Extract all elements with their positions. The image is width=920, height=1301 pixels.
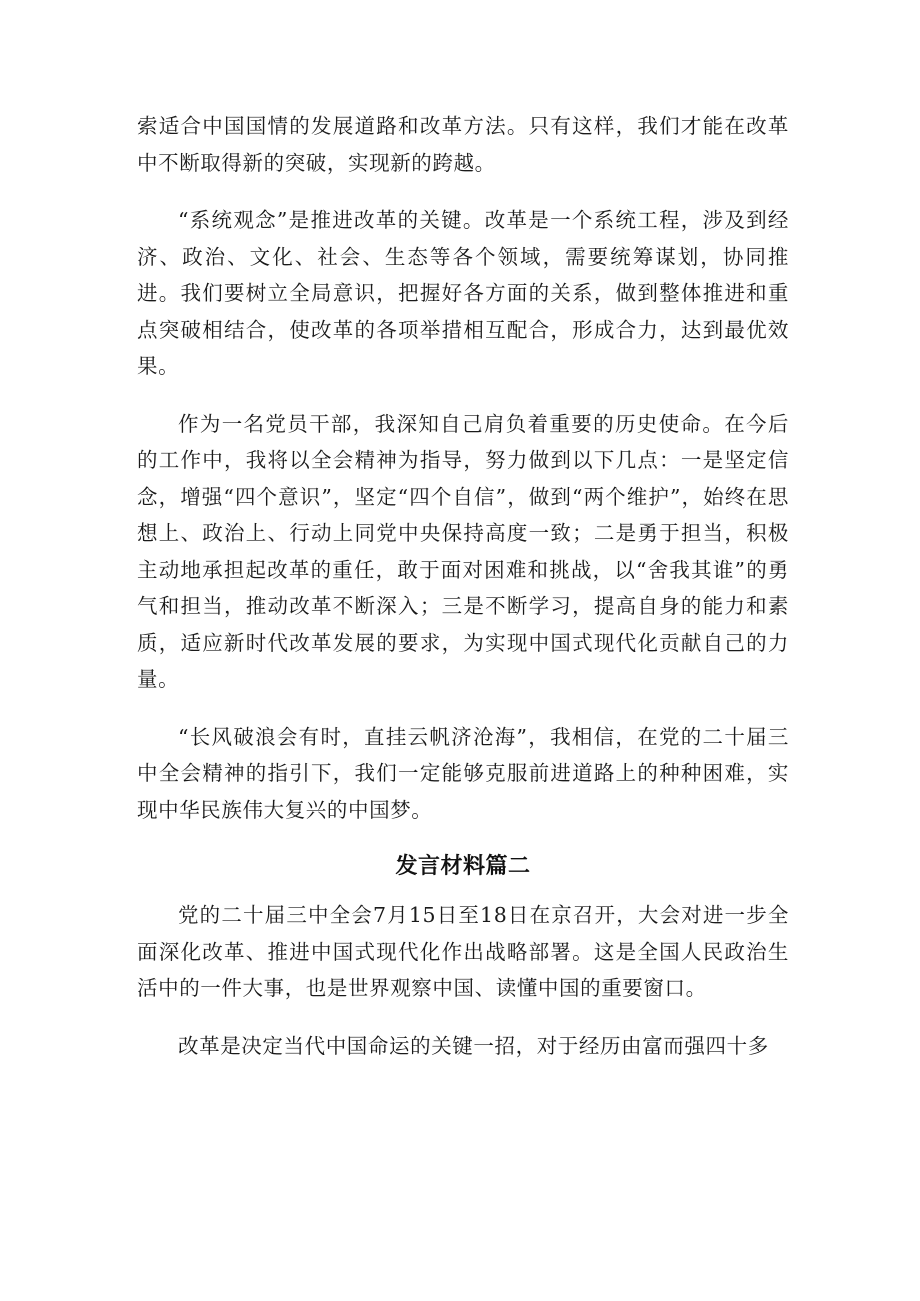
paragraph: “长风破浪会有时，直挂云帆济沧海”，我相信，在党的二十届三中全会精神的指引下，我们一定能够克服前进道路上的种种困难，实现中华民族伟大复兴的中国梦。 [137,724,789,822]
paragraph: 党的二十届三中全会7月15日至18日在京召开，大会对进一步全面深化改革、推进中国式现代化作出战略部署。这是全国人民政治生活中的一件大事，也是世界观察中国、读懂中国的重要窗口。 [137,903,789,1000]
section-heading: 发言材料篇二 [395,854,531,879]
paragraph: 改革是决定当代中国命运的关键一招，对于经历由富而强四十多 [178,1033,769,1058]
paragraph: “系统观念”是推进改革的关键。改革是一个系统工程，涉及到经济、政治、文化、社会、生态等各个领域，需要统筹谋划，协同推进。我们要树立全局意识，把握好各方面的关系，做到整体推进和重点突破相结合，使改革的各项举措相互配合，形成合力，达到最优效果。 [137,208,789,378]
paragraph: 作为一名党员干部，我深知自己肩负着重要的历史使命。在今后的工作中，我将以全会精神为指导，努力做到以下几点：一是坚定信念，增强“四个意识”，坚定“四个自信”，做到“两个维护”，始终在思想上、政治上、行动上同党中央保持高度一致；二是勇于担当，积极主动地承担起改革的重任，敢于面对困难和挑战，以“舍我其谁”的勇气和担当，推动改革不断深入；三是不断学习，提高自身的能力和素质，适应新时代改革发展的要求，为实现中国式现代化贡献自己的力量。 [137,411,789,691]
document-body [137,108,789,1085]
paragraph: 索适合中国国情的发展道路和改革方法。只有这样，我们才能在改革中不断取得新的突破，实现新的跨越。 [137,114,789,175]
